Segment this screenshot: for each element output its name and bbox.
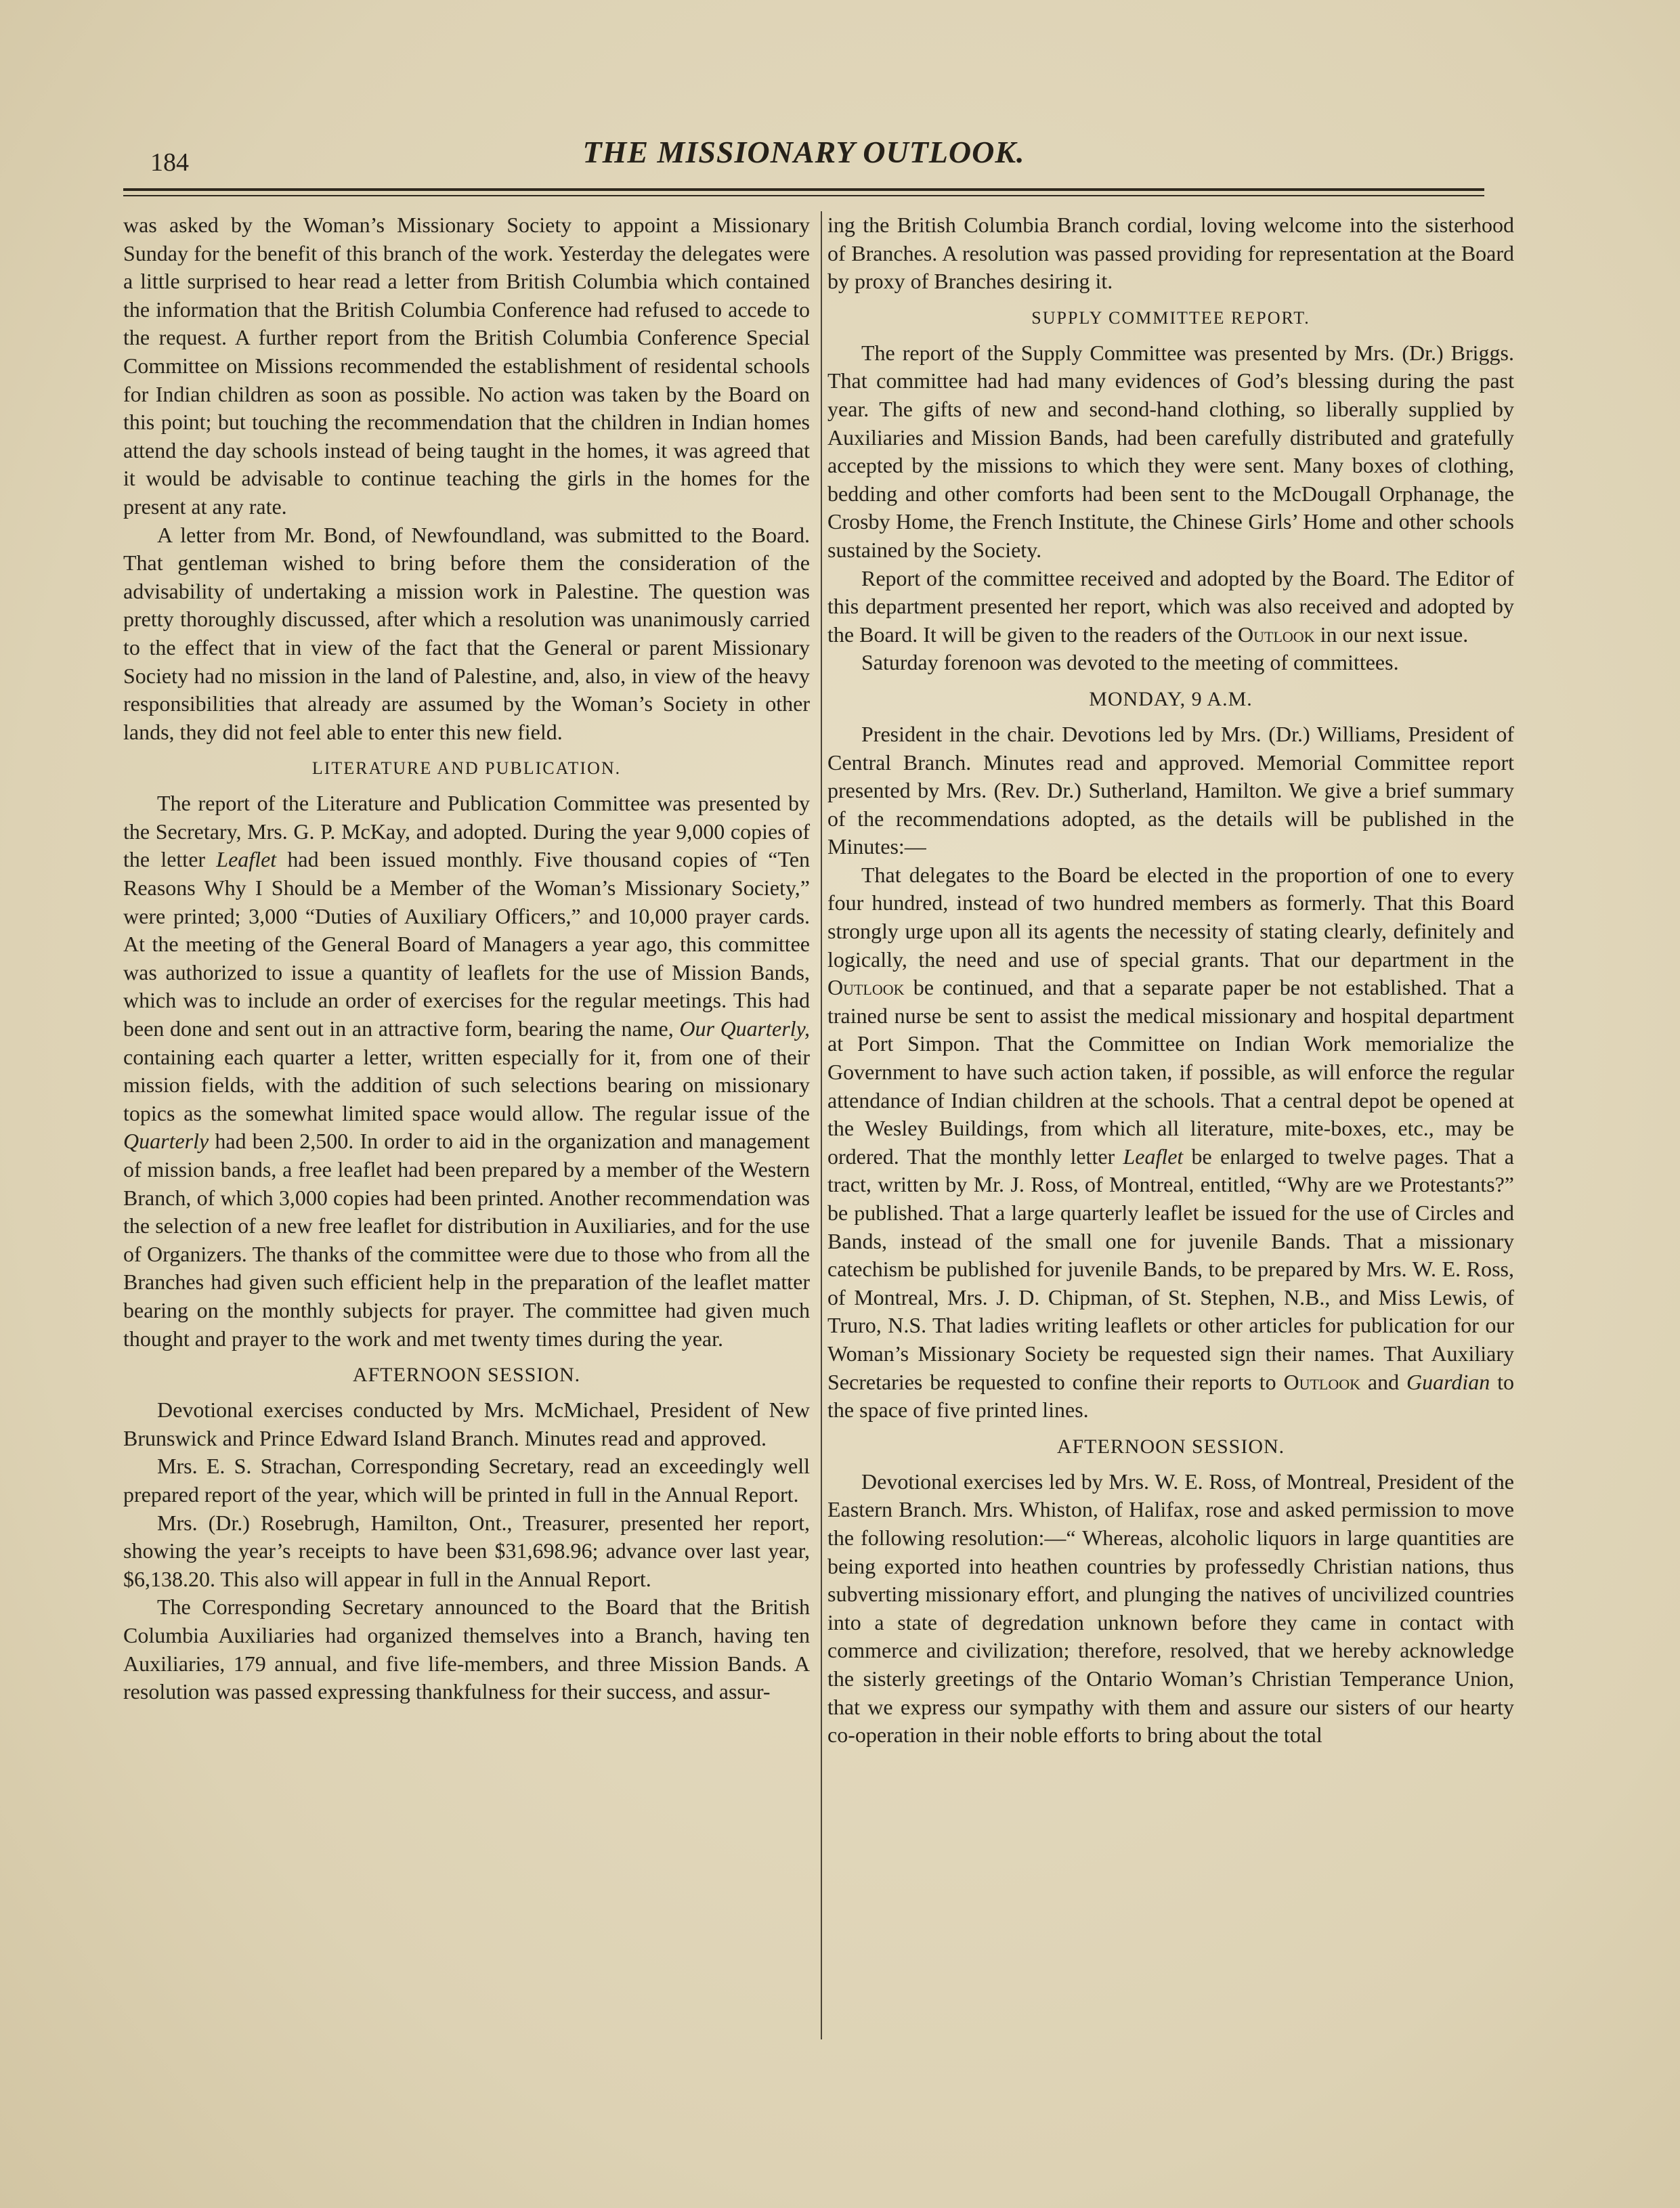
paragraph: Saturday forenoon was devoted to the meeting of committees. [861, 650, 1399, 675]
page-header [123, 129, 1484, 183]
text-run: to the space of five printed lines. [827, 1369, 1515, 1423]
running-title: THE MISSIONARY OUTLOOK. [582, 135, 1025, 169]
paragraph: The report of the Supply Committee was presented by Mrs. (Dr.) Briggs. That committee had had many evidences of God’s blessing during the past year. The gifts of new and second-hand clothing, so liberally supplied by Auxiliaries and Mission Bands, had been carefully distributed and gratefully accepted by the missions to which they were sent. Many boxes of clothing, bedding and other comforts had been sent to the McDougall Orphanage, the Crosby Home, the French Institute, the Chinese Girls’ Home and other schools sustained by the Society. [827, 340, 1514, 562]
right-column [827, 211, 1514, 1750]
text-run: Report of the committee received and adopted by the Board. The Editor of this department presented her report, which was also received and adopted by the Board. It will be given to the readers of the [827, 565, 1514, 647]
text-run: had been issued monthly. Five thousand copies of “Ten Reasons Why I Should be a Member of the Woman’s Missionary Society,” were printed; 3,000 “Duties of Auxiliary Officers,” and 10,000 prayer cards. At the meeting of the General Board of Managers a year ago, this committee was authorized to issue a quantity of leaflets for the use of Mission Bands, which was to include an order of exercises for the regular meetings. This had been done and sent out in an attractive form, bearing the name, [123, 847, 811, 1041]
section-heading-supply: SUPPLY COMMITTEE REPORT. [1031, 307, 1310, 328]
section-heading-literature: LITERATURE AND PUBLICATION. [311, 758, 622, 779]
smallcaps-outlook: Outlook [827, 975, 905, 1000]
smallcaps-outlook: Outlook [1238, 622, 1315, 647]
italic-quarterly: Quarterly [123, 1129, 209, 1154]
italic-guardian: Guardian [1406, 1369, 1490, 1394]
column-divider [821, 211, 822, 2039]
paragraph: Mrs. (Dr.) Rosebrugh, Hamilton, Ont., Treasurer, presented her report, showing the year’s receipts to have been $31,698.96; advance over last year, $6,138.20. This also will appear in full in the Annual Report. [123, 1510, 810, 1591]
paragraph: Mrs. E. S. Strachan, Corresponding Secretary, read an exceedingly well prepared report of the year, which will be printed in full in the Annual Report. [123, 1454, 810, 1507]
left-column [123, 211, 810, 1706]
page-number: 184 [150, 148, 189, 177]
text-run: containing each quarter a letter, written especially for it, from one of their mission fields, with the addition of such selections bearing on missionary topics as the somewhat limited space would allow. The regular issue of the [123, 1044, 810, 1125]
section-heading-afternoon: AFTERNOON SESSION. [1056, 1435, 1285, 1458]
paragraph: The Corresponding Secretary announced to the Board that the British Columbia Auxiliaries had organized themselves into a Branch, having ten Auxiliaries, 179 annual, and five life-members, and three Mission Bands. A resolution was passed expressing thankfulness for their success, and assur- [123, 1595, 810, 1704]
italic-leaflet: Leaflet [1123, 1144, 1184, 1169]
paragraph: was asked by the Woman’s Missionary Society to appoint a Missionary Sunday for the benefit of this branch of the work. Yesterday the delegates were a little surprised to hear read a letter from British Columbia which contained the information that the British Columbia Conference had refused to accede to the request. A further report from the British Columbia Conference Special Committee on Missions recommended the establishment of residental schools for Indian children as soon as possible. No action was taken by the Board on this point; but touching the recommendation that the children in Indian homes attend the day schools instead of being taught in the homes, it was agreed that it would be advisable to continue teaching the girls in the homes for the present at any rate. [123, 213, 810, 519]
paragraph: A letter from Mr. Bond, of Newfoundland, was submitted to the Board. That gentleman wished to bring before them the consideration of the advisability of undertaking a mission work in Palestine. The question was pretty thoroughly discussed, after which a resolution was unanimously carried to the effect that in view of the fact that the General or parent Missionary Society had no mission in the land of Palestine, and, also, in view of the heavy responsibilities that already are assumed by the Woman’s Society in other lands, they did not feel able to enter this new field. [123, 522, 810, 744]
text-run: and [1360, 1369, 1406, 1394]
text-run: in our next issue. [1314, 622, 1469, 647]
paragraph [827, 565, 1514, 649]
italic-quarterly: Our Quarterly, [679, 1016, 811, 1041]
italic-leaflet: Leaflet [216, 847, 277, 872]
paragraph: President in the chair. Devotions led by Mrs. (Dr.) Williams, President of Central Branch. Minutes read and approved. Memorial Committee report presented by Mrs. (Rev. Dr.) Sutherland, Hamilton. We give a brief summary of the recommendations adopted, as the details will be published in the Minutes:— [827, 721, 1514, 859]
text-run: be enlarged to twelve pages. That a tract, written by Mr. J. Ross, of Montreal, entitled, “Why are we Protestants?” be published. That a large quarterly leaflet be issued for the use of Circles and Bands, instead of the small one for juvenile Bands. That a missionary catechism be published for juvenile Bands, to be prepared by Mrs. W. E. Ross, of Montreal, Mrs. J. D. Chipman, of St. Stephen, N.B., and Miss Lewis, of Truro, N.S. That ladies writing leaflets or other articles for publication for our Woman’s Missionary Society be requested sign their names. That Auxiliary Secretaries be requested to confine their reports to [827, 1144, 1515, 1394]
paragraph: ing the British Columbia Branch cordial, loving welcome into the sisterhood of Branches. A resolution was passed providing for representation at the Board by proxy of Branches desiring it. [827, 213, 1514, 294]
section-heading-afternoon: AFTERNOON SESSION. [352, 1364, 581, 1387]
paragraph [123, 789, 810, 1353]
smallcaps-outlook: Outlook [1283, 1369, 1360, 1394]
section-heading-monday: MONDAY, 9 A.M. [1089, 687, 1253, 710]
header-rule-thick [123, 188, 1484, 191]
text-run: had been 2,500. In order to aid in the organization and management of mission bands, a free leaflet had been prepared by a member of the Western Branch, of which 3,000 copies had been printed. Another recommendation was the selection of a new free leaflet for distribution in Auxiliaries, and for the use of Organizers. The thanks of the committee were due to those who from all the Branches had given such efficient help in the preparation of the leaflet matter bearing on the monthly subjects for prayer. The committee had given much thought and prayer to the work and met twenty times during the year. [123, 1129, 810, 1351]
text-run: be continued, and that a separate paper be not established. That a trained nurse be sent to assist the medical missionary and hospital department at Port Simpon. That the Committee on Indian Work memorialize the Government to have such action taken, if possible, as will enforce the regular attendance of Indian children at the schools. That a central depot be opened at the Wesley Buildings, from which all literature, mite-boxes, etc., may be ordered. That the monthly letter [827, 975, 1514, 1169]
paragraph: Devotional exercises led by Mrs. W. E. Ross, of Montreal, President of the Eastern Branch. Mrs. Whiston, of Halifax, rose and asked permission to move the following resolution:—“ Whereas, alcoholic liquors in large quantities are being exported into heathen countries by professedly Christian nations, thus subverting missionary effort, and plunging the natives of uncivilized countries into a state of degredation unknown before they came in contact with commerce and civilization; therefore, resolved, that we hereby acknowledge the sisterly greetings of the Ontario Woman’s Christian Temperance Union, that we express our sympathy with them and assure our sisters of our hearty co-operation in their noble efforts to bring about the total [827, 1469, 1514, 1748]
text-run: The report of the Literature and Publication Committee was presented by the Secretary, Mrs. G. P. McKay, and adopted. During the year 9,000 copies of the letter [123, 791, 810, 872]
header-rule-thin [123, 195, 1484, 196]
text-run: That delegates to the Board be elected in the proportion of one to every four hundred, instead of two hundred members as formerly. That this Board strongly urge upon all its agents the necessity of stating clearly, definitely and logically, the need and use of special grants. That our department in the [827, 862, 1514, 972]
paragraph: Devotional exercises conducted by Mrs. McMichael, President of New Brunswick and Prince Edward Island Branch. Minutes read and approved. [123, 1398, 810, 1450]
paragraph [827, 861, 1514, 1425]
